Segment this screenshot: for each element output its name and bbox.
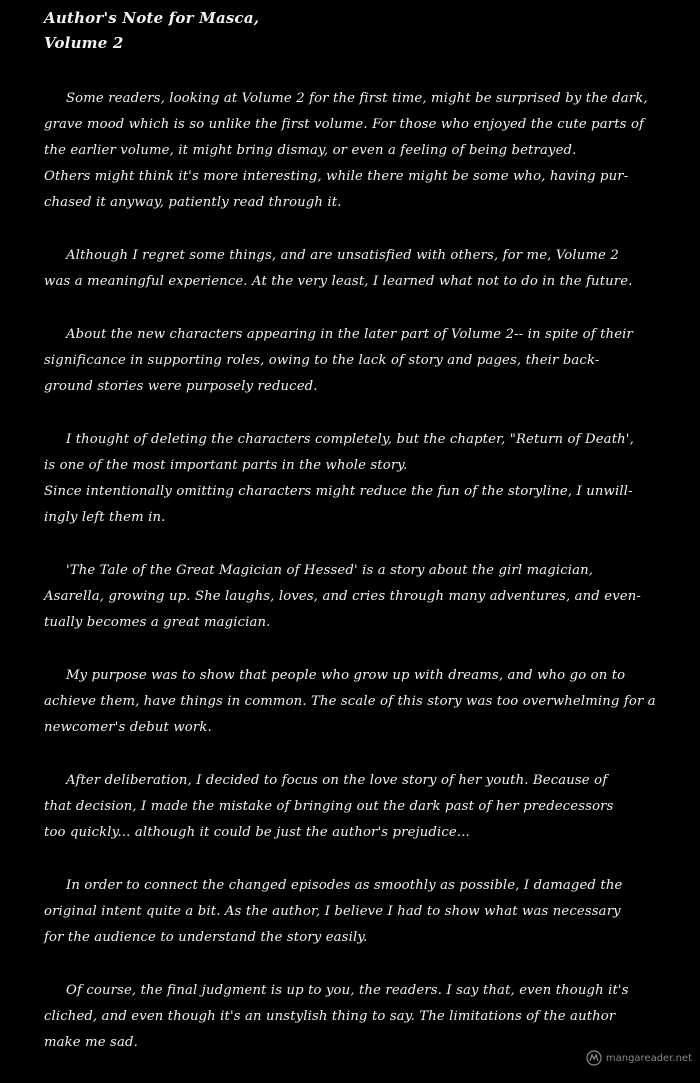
text-line: ground stories were purposely reduced. (44, 379, 318, 394)
paragraph (44, 873, 669, 951)
text-line: Although I regret some things, and are unsatisfied with others, for me, Volume 2 (66, 248, 619, 263)
author-note-body (44, 86, 669, 1083)
paragraph (44, 558, 669, 636)
text-line: is one of the most important parts in the whole story. (44, 458, 408, 473)
text-line: significance in supporting roles, owing to the lack of story and pages, their back- (44, 353, 600, 368)
text-line: was a meaningful experience. At the very least, I learned what not to do in the future. (44, 274, 633, 289)
text-line: achieve them, have things in common. The scale of this story was too overwhelming for a (44, 694, 656, 709)
text-line: original intent quite a bit. As the author, I believe I had to show what was necessary (44, 904, 621, 919)
text-line: that decision, I made the mistake of bringing out the dark past of her predecessors (44, 799, 614, 814)
text-line: the earlier volume, it might bring dismay, or even a feeling of being betrayed. (44, 143, 577, 158)
mangareader-logo-icon (586, 1050, 602, 1066)
text-line: Asarella, growing up. She laughs, loves, and cries through many adventures, and even- (44, 589, 641, 604)
paragraph (44, 427, 669, 531)
text-line: tually becomes a great magician. (44, 615, 271, 630)
text-line: too quickly... although it could be just the author's prejudice... (44, 825, 470, 840)
paragraph (44, 768, 669, 846)
text-line: Since intentionally omitting characters might reduce the fun of the storyline, I unwill- (44, 484, 633, 499)
page-title (44, 6, 644, 56)
text-line: Some readers, looking at Volume 2 for the first time, might be surprised by the dark, (66, 91, 648, 106)
text-line: After deliberation, I decided to focus on the love story of her youth. Because of (66, 773, 608, 788)
text-line: newcomer's debut work. (44, 720, 212, 735)
text-line: ingly left them in. (44, 510, 166, 525)
text-line: My purpose was to show that people who grow up with dreams, and who go on to (66, 668, 626, 683)
text-line: Of course, the final judgment is up to you, the readers. I say that, even though it's (66, 983, 629, 998)
watermark-text: mangareader.net (605, 1052, 692, 1064)
watermark-link[interactable] (586, 1050, 692, 1066)
text-line: chased it anyway, patiently read through it. (44, 195, 342, 210)
paragraph (44, 86, 669, 216)
paragraph (44, 663, 669, 741)
text-line: for the audience to understand the story easily. (44, 930, 368, 945)
text-line: grave mood which is so unlike the first volume. For those who enjoyed the cute parts of (44, 117, 645, 132)
text-line: cliched, and even though it's an unstylish thing to say. The limitations of the author (44, 1009, 616, 1024)
text-line: make me sad. (44, 1035, 138, 1050)
text-line: About the new characters appearing in the later part of Volume 2-- in spite of their (66, 327, 633, 342)
paragraph (44, 243, 669, 295)
text-line: In order to connect the changed episodes as smoothly as possible, I damaged the (66, 878, 623, 893)
paragraph (44, 322, 669, 400)
title-line-1: Author's Note for Masca, (44, 9, 260, 27)
title-line-2: Volume 2 (44, 34, 124, 52)
paragraph (44, 978, 669, 1056)
text-line: I thought of deleting the characters completely, but the chapter, "Return of Death', (66, 432, 634, 447)
text-line: Others might think it's more interesting, while there might be some who, having pur- (44, 169, 629, 184)
text-line: 'The Tale of the Great Magician of Hessed' is a story about the girl magician, (66, 563, 594, 578)
